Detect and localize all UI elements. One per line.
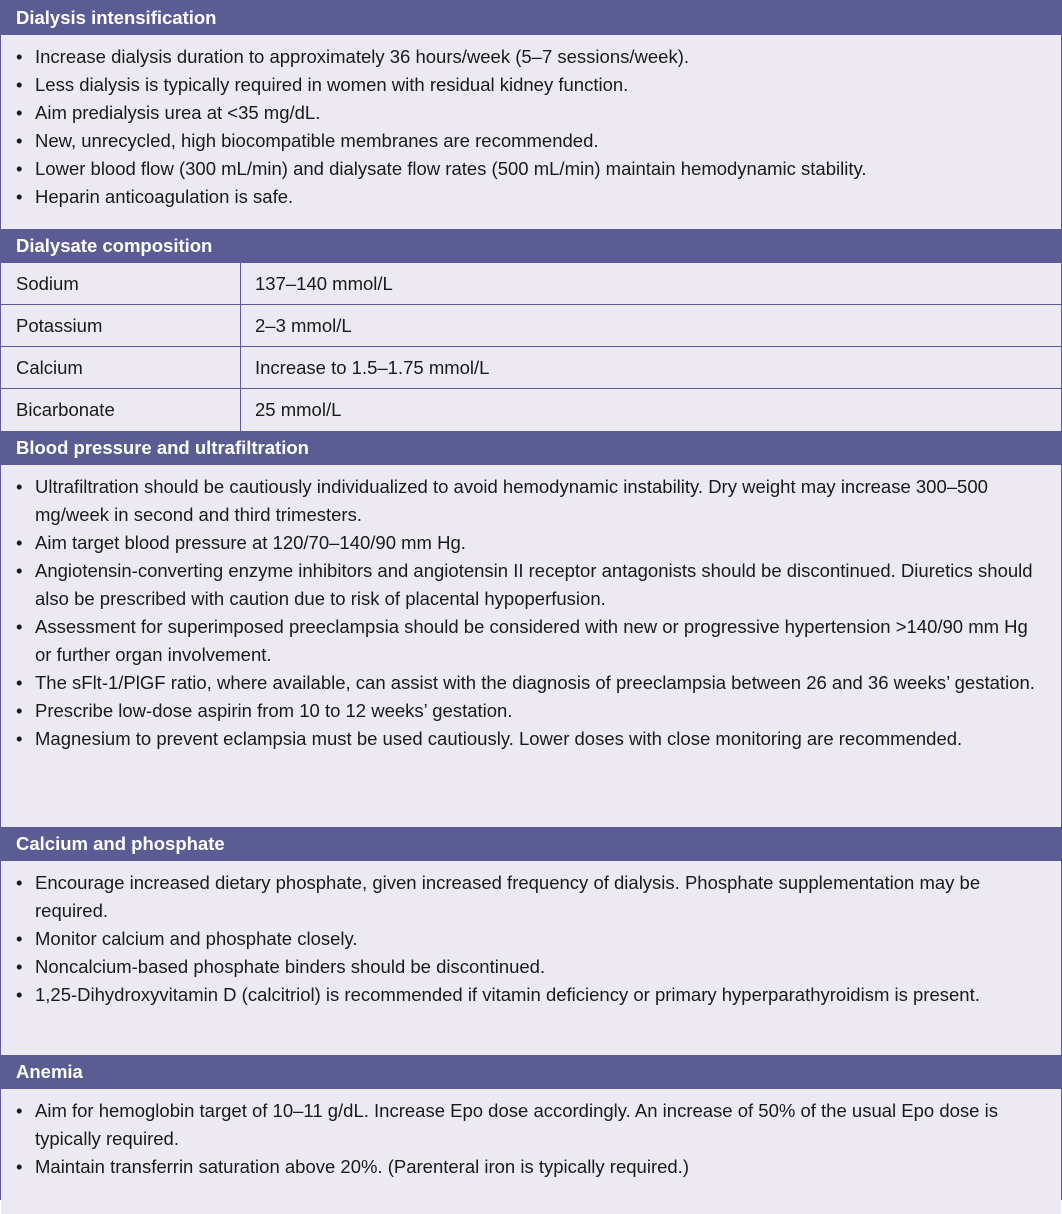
list-item: • Aim for hemoglobin target of 10–11 g/dL. Increase Epo dose accordingly. An increase of 50% of the usual Epo dose is typically required. [16, 1097, 1046, 1153]
list-item: • 1,25-Dihydroxyvitamin D (calcitriol) is recommended if vitamin deficiency or primary hyperparathyroidism is present. [16, 981, 1046, 1009]
list-item: • Lower blood flow (300 mL/min) and dialysate flow rates (500 mL/min) maintain hemodynamic stability. [16, 155, 1046, 183]
bullet-icon: • [16, 186, 23, 207]
section-body-blood-pressure [1, 465, 1061, 827]
section-body-dialysis-intensification [1, 35, 1061, 229]
bullet-icon: • [16, 46, 23, 67]
bullet-icon: • [16, 616, 23, 637]
list-item: • Magnesium to prevent eclampsia must be used cautiously. Lower doses with close monitoring are recommended. [16, 725, 1046, 753]
section-body-anemia [1, 1089, 1061, 1214]
bullet-icon: • [16, 672, 23, 693]
bullet-icon: • [16, 728, 23, 749]
table-cell-label: Potassium [1, 305, 241, 346]
bullet-icon: • [16, 872, 23, 893]
list-item: • Angiotensin-converting enzyme inhibitors and angiotensin II receptor antagonists should be discontinued. Diuretics should also be prescribed with caution due to risk of placental hypoperfusion. [16, 557, 1046, 613]
section-header-dialysis-intensification: Dialysis intensification [1, 1, 1061, 35]
bullet-icon: • [16, 130, 23, 151]
bullet-icon: • [16, 700, 23, 721]
list-item: • Aim predialysis urea at <35 mg/dL. [16, 99, 1046, 127]
bullet-icon: • [16, 102, 23, 123]
table-row [1, 305, 1061, 347]
bullet-icon: • [16, 956, 23, 977]
bullet-icon: • [16, 984, 23, 1005]
list-item: • Less dialysis is typically required in women with residual kidney function. [16, 71, 1046, 99]
table-row [1, 347, 1061, 389]
section-header-calcium-phosphate: Calcium and phosphate [1, 827, 1061, 861]
list-item: • Prescribe low-dose aspirin from 10 to 12 weeks’ gestation. [16, 697, 1046, 725]
bullet-icon: • [16, 560, 23, 581]
bullet-icon: • [16, 532, 23, 553]
list-item: • Noncalcium-based phosphate binders should be discontinued. [16, 953, 1046, 981]
bullet-icon: • [16, 1156, 23, 1177]
table-row [1, 389, 1061, 431]
bullet-icon: • [16, 158, 23, 179]
table-cell-value: 137–140 mmol/L [255, 272, 393, 294]
table-cell-label: Bicarbonate [1, 389, 241, 431]
list-item: • Aim target blood pressure at 120/70–140/90 mm Hg. [16, 529, 1046, 557]
bullet-icon: • [16, 74, 23, 95]
list-item: • The sFlt-1/PlGF ratio, where available, can assist with the diagnosis of preeclampsia between 26 and 36 weeks’ gestation. [16, 669, 1046, 697]
list-item: • Encourage increased dietary phosphate, given increased frequency of dialysis. Phosphate supplementation may be required. [16, 869, 1046, 925]
section-body-calcium-phosphate [1, 861, 1061, 1055]
bullet-icon: • [16, 476, 23, 497]
bullet-icon: • [16, 928, 23, 949]
section-header-blood-pressure: Blood pressure and ultrafiltration [1, 431, 1061, 465]
list-item: • Increase dialysis duration to approximately 36 hours/week (5–7 sessions/week). [16, 43, 1046, 71]
list-item: • New, unrecycled, high biocompatible membranes are recommended. [16, 127, 1046, 155]
table-cell-value: 2–3 mmol/L [255, 314, 352, 336]
table-cell-value: 25 mmol/L [255, 399, 342, 420]
list-item: • Ultrafiltration should be cautiously individualized to avoid hemodynamic instability. Dry weight may increase 300–500 mg/week in second and third trimesters. [16, 473, 1046, 529]
table-cell-label: Sodium [1, 263, 241, 304]
table-cell-value: Increase to 1.5–1.75 mmol/L [255, 356, 490, 378]
section-header-dialysate-composition: Dialysate composition [1, 229, 1061, 263]
bullet-icon: • [16, 1100, 23, 1121]
list-item: • Maintain transferrin saturation above 20%. (Parenteral iron is typically required.) [16, 1153, 1046, 1181]
list-item: • Assessment for superimposed preeclampsia should be considered with new or progressive hypertension >140/90 mm Hg or further organ involvement. [16, 613, 1046, 669]
section-header-anemia: Anemia [1, 1055, 1061, 1089]
table-cell-label: Calcium [1, 347, 241, 388]
list-item: • Monitor calcium and phosphate closely. [16, 925, 1046, 953]
table-row [1, 263, 1061, 305]
list-item: • Heparin anticoagulation is safe. [16, 183, 1046, 211]
dialysate-composition-table [1, 263, 1061, 431]
